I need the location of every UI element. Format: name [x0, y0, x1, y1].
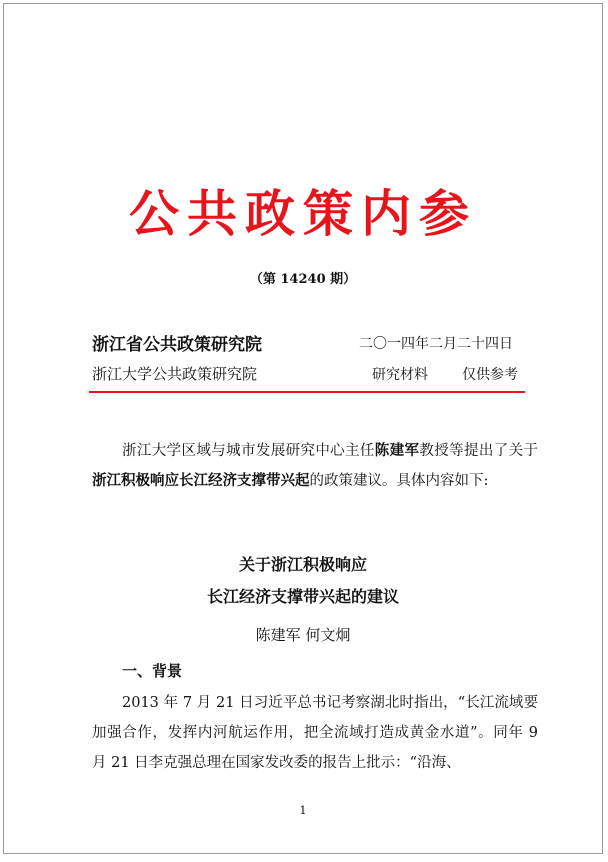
intro-paragraph [92, 436, 538, 496]
document-authors: 陈建军 何文炯 [255, 626, 351, 644]
page-number: 1 [299, 804, 307, 817]
intro-text-2: 教授等提出了关于 [419, 443, 539, 459]
intro-topic: 浙江积极响应长江经济支撑带兴起 [92, 472, 310, 489]
body-paragraph: 2013 年 7 月 21 日习近平总书记考察湖北时指出，“长江流域要加强合作，发挥内河航运作用，把全流域打造成黄金水道”。同年 9 月 21 日李克强总理在国家发改委的报告上批示：“沿海、 [92, 695, 538, 771]
publish-date: 二〇一四年二月二十四日 [359, 336, 513, 352]
section-heading: 一、背景 [122, 662, 183, 680]
reference-note: 仅供参考 [462, 367, 518, 383]
intro-text-3: 的政策建议。具体内容如下: [309, 473, 489, 489]
document-title-line-1: 关于浙江积极响应 [238, 555, 367, 574]
document-page [3, 3, 603, 854]
material-note: 研究材料 [372, 367, 428, 383]
issue-number: （第 14240 期） [249, 272, 357, 287]
org-primary: 浙江省公共政策研究院 [92, 335, 262, 355]
header-divider [89, 391, 525, 393]
intro-text-1: 浙江大学区域与城市发展研究中心主任 [122, 443, 375, 459]
publication-title: 公共政策内参 [129, 185, 477, 243]
intro-author: 陈建军 [374, 442, 420, 459]
org-secondary: 浙江大学公共政策研究院 [92, 365, 258, 383]
document-title-line-2: 长江经济支撑带兴起的建议 [206, 587, 399, 606]
